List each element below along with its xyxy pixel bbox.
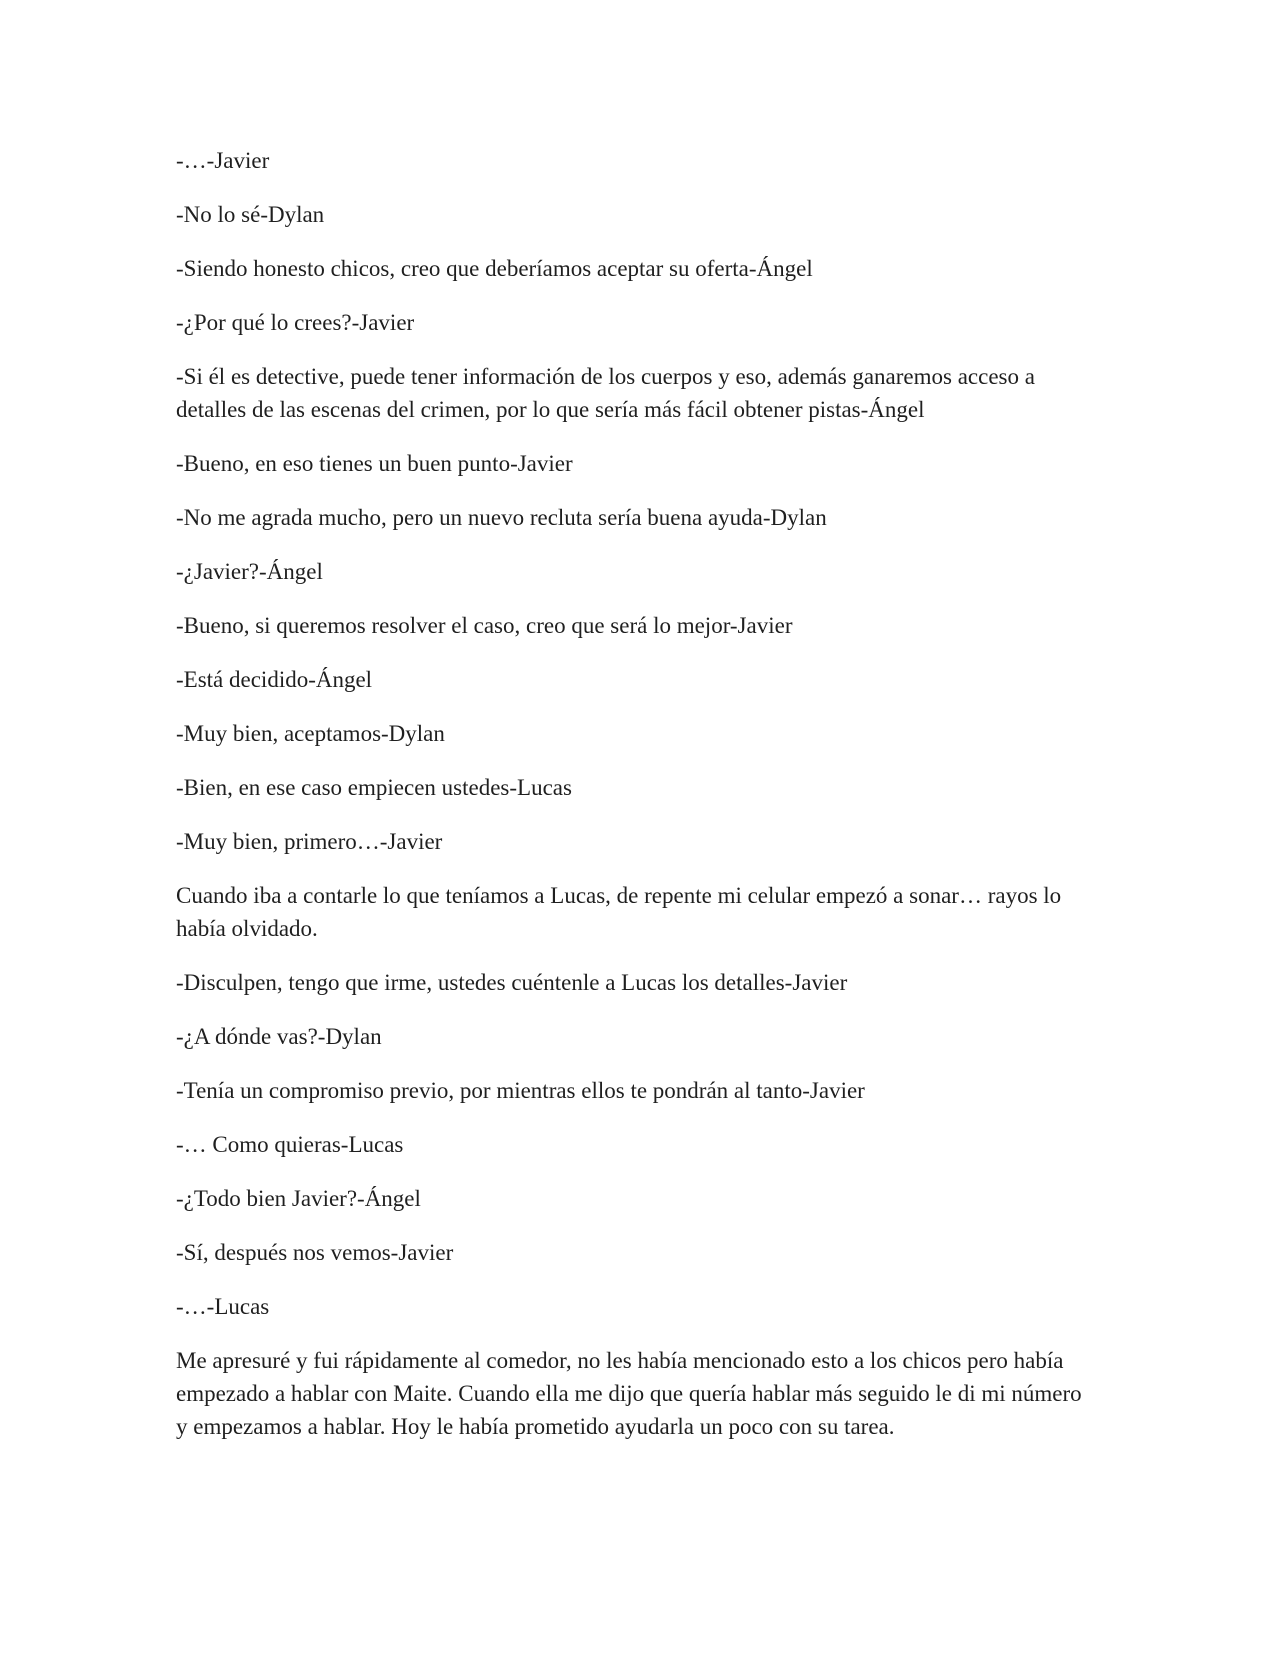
paragraph: -¿Javier?-Ángel	[176, 559, 323, 584]
paragraph: -No me agrada mucho, pero un nuevo recluta sería buena ayuda-Dylan	[176, 505, 827, 530]
paragraph: -¿A dónde vas?-Dylan	[176, 1024, 382, 1049]
paragraph: -…-Javier	[176, 148, 270, 173]
paragraph: -Siendo honesto chicos, creo que deberíamos aceptar su oferta-Ángel	[176, 256, 813, 281]
paragraph: -¿Todo bien Javier?-Ángel	[176, 1186, 421, 1211]
paragraph: Me apresuré y fui rápidamente al comedor, no les había mencionado esto a los chicos pero había empezado a hablar con Maite. Cuando ella me dijo que quería hablar más seguido le di mi número y empezamos a hablar. Hoy le había prometido ayudarla un poco con su tarea.	[176, 1348, 1082, 1439]
paragraph: -Sí, después nos vemos-Javier	[176, 1240, 454, 1265]
paragraph: -¿Por qué lo crees?-Javier	[176, 310, 415, 335]
paragraph: -Bien, en ese caso empiecen ustedes-Lucas	[176, 775, 572, 800]
paragraph: -Tenía un compromiso previo, por mientras ellos te pondrán al tanto-Javier	[176, 1078, 865, 1103]
paragraph: -Bueno, en eso tienes un buen punto-Javier	[176, 451, 573, 476]
paragraph: -Muy bien, aceptamos-Dylan	[176, 721, 445, 746]
paragraph: -Muy bien, primero…-Javier	[176, 829, 443, 854]
paragraph: -No lo sé-Dylan	[176, 202, 325, 227]
document-body	[176, 144, 1096, 1464]
paragraph: -Disculpen, tengo que irme, ustedes cuéntenle a Lucas los detalles-Javier	[176, 970, 848, 995]
paragraph: -Bueno, si queremos resolver el caso, creo que será lo mejor-Javier	[176, 613, 793, 638]
paragraph: -…-Lucas	[176, 1294, 270, 1319]
paragraph: Cuando iba a contarle lo que teníamos a Lucas, de repente mi celular empezó a sonar… rayos lo había olvidado.	[176, 883, 1062, 941]
paragraph: -Está decidido-Ángel	[176, 667, 373, 692]
paragraph: -Si él es detective, puede tener información de los cuerpos y eso, además ganaremos acceso a detalles de las escenas del crimen, por lo que sería más fácil obtener pistas-Ángel	[176, 364, 1035, 422]
paragraph: -… Como quieras-Lucas	[176, 1132, 404, 1157]
